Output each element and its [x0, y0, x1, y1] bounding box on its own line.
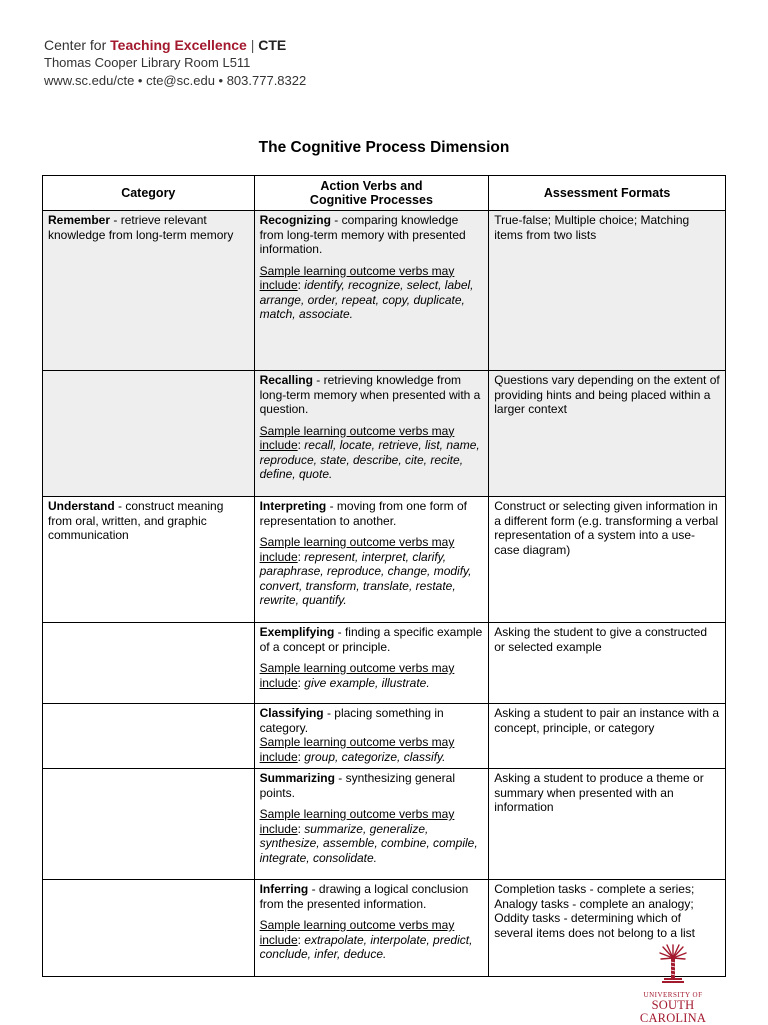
category-cell: Remember - retrieve relevant knowledge from long-term memory — [43, 211, 255, 371]
header-separator: | — [250, 37, 255, 53]
table-row — [43, 211, 726, 371]
document-header — [44, 36, 306, 90]
category-cell: Understand - construct meaning from oral, written, and graphic communication — [43, 497, 255, 623]
sample-verbs-label: Sample learning outcome verbs may include — [259, 535, 455, 564]
table-row — [43, 704, 726, 769]
process-cell: Summarizing - synthesizing general points. Sample learning outcome verbs may include: summarize, generalize, synthesize, assemble, combine, compile, integrate, consolidate. — [254, 769, 489, 880]
category-cell — [43, 769, 255, 880]
process-cell: Classifying - placing something in category. Sample learning outcome verbs may include: group, categorize, classify. — [254, 704, 489, 769]
category-cell — [43, 704, 255, 769]
sample-verbs-label: Sample learning outcome verbs may include — [259, 263, 455, 292]
header-action-verbs: Action Verbs and Cognitive Processes — [254, 176, 489, 211]
table-row — [43, 371, 726, 497]
assessment-cell: Completion tasks - complete a series; Analogy tasks - complete an analogy; Oddity tasks - determining which of several items does not belong to a list — [489, 880, 726, 977]
table-row — [43, 497, 726, 623]
document-title: The Cognitive Process Dimension — [258, 139, 510, 156]
table-header-row — [43, 176, 726, 211]
assessment-cell: Construct or selecting given information in a different form (e.g. transforming a verbal representation of a system into a use-case diagram) — [489, 497, 726, 623]
category-cell — [43, 371, 255, 497]
process-cell: Inferring - drawing a logical conclusion from the presented information. Sample learning outcome verbs may include: extrapolate, interpolate, predict, conclude, infer, deduce. — [254, 880, 489, 977]
sample-verbs-label: Sample learning outcome verbs may include — [259, 735, 455, 764]
cognitive-process-table — [42, 175, 726, 977]
center-name-line — [44, 36, 306, 54]
center-location: Thomas Cooper Library Room L511 — [44, 55, 251, 70]
sample-verbs-label: Sample learning outcome verbs may include — [259, 423, 455, 452]
table-row — [43, 769, 726, 880]
assessment-cell: Asking a student to pair an instance with a concept, principle, or category — [489, 704, 726, 769]
category-cell — [43, 880, 255, 977]
palmetto-tree-icon — [658, 944, 688, 984]
logo-line2: SOUTH CAROLINA — [639, 998, 707, 1025]
assessment-cell: Asking the student to give a constructed or selected example — [489, 623, 726, 704]
table-row — [43, 623, 726, 704]
center-acronym: CTE — [258, 37, 287, 53]
assessment-cell: True-false; Multiple choice; Matching items from two lists — [489, 211, 726, 371]
center-prefix: Center for — [44, 37, 107, 53]
category-cell — [43, 623, 255, 704]
process-cell: Interpreting - moving from one form of representation to another. Sample learning outcome verbs may include: represent, interpret, clarify, paraphrase, reproduce, change, modify, convert, transform, translate, restate, rewrite, quantify. — [254, 497, 489, 623]
header-category: Category — [43, 176, 255, 211]
university-logo — [620, 944, 726, 1025]
logo-line1: UNIVERSITY OF — [643, 991, 703, 999]
process-cell: Exemplifying - finding a specific example of a concept or principle. Sample learning outcome verbs may include: give example, illustrate. — [254, 623, 489, 704]
assessment-cell: Questions vary depending on the extent of providing hints and being placed within a larger context — [489, 371, 726, 497]
sample-verbs-label: Sample learning outcome verbs may include — [259, 918, 455, 947]
process-cell: Recalling - retrieving knowledge from long-term memory when presented with a question. Sample learning outcome verbs may include: recall, locate, retrieve, list, name, reproduce, state, describe, cite, recite, define, quote. — [254, 371, 489, 497]
assessment-cell: Asking a student to produce a theme or summary when presented with an information — [489, 769, 726, 880]
sample-verbs-label: Sample learning outcome verbs may include — [259, 661, 455, 690]
header-assessment: Assessment Formats — [489, 176, 726, 211]
sample-verbs-label: Sample learning outcome verbs may include — [259, 807, 455, 836]
process-cell: Recognizing - comparing knowledge from long-term memory with presented information. Sample learning outcome verbs may include: identify, recognize, select, label, arrange, order, repeat, copy, duplicate, match, associate. — [254, 211, 489, 371]
center-contact: www.sc.edu/cte • cte@sc.edu • 803.777.8322 — [44, 73, 307, 88]
center-name: Teaching Excellence — [110, 37, 247, 53]
